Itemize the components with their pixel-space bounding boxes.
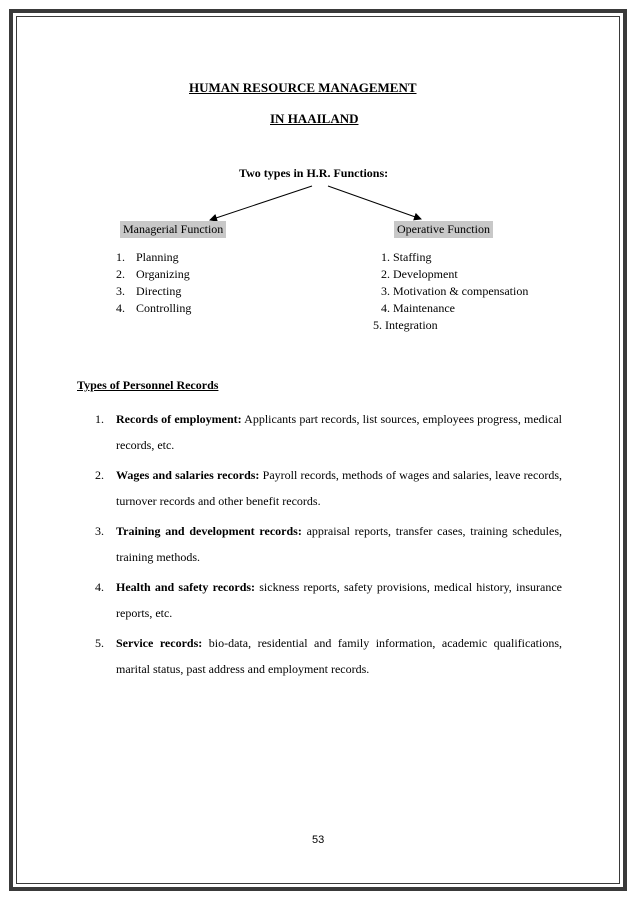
operative-item: 5. Integration bbox=[373, 318, 438, 332]
records-list bbox=[95, 406, 562, 686]
managerial-item: 4. Controlling bbox=[116, 301, 192, 315]
operative-list bbox=[373, 249, 529, 334]
document-title: HUMAN RESOURCE MANAGEMENT bbox=[189, 80, 417, 95]
arrow-to-operative bbox=[328, 186, 421, 219]
operative-function-label: Operative Function bbox=[394, 221, 493, 238]
arrow-to-managerial bbox=[210, 186, 312, 220]
record-item: 3. Training and development records: appraisal reports, transfer cases, training schedules, training methods. bbox=[95, 524, 562, 564]
records-section-title: Types of Personnel Records bbox=[77, 378, 219, 392]
functions-heading: Two types in H.R. Functions: bbox=[239, 166, 389, 180]
managerial-item: 2. Organizing bbox=[116, 267, 190, 281]
document-subtitle: IN HAAILAND bbox=[270, 111, 359, 126]
operative-item: 4. Maintenance bbox=[381, 301, 455, 315]
managerial-list bbox=[116, 249, 191, 317]
record-item: 4. Health and safety records: sickness reports, safety provisions, medical history, insurance reports, etc. bbox=[95, 580, 562, 620]
record-item: 2. Wages and salaries records: Payroll records, methods of wages and salaries, leave records, turnover records and other benefit records. bbox=[95, 468, 562, 508]
operative-item: 2. Development bbox=[381, 267, 458, 281]
managerial-item: 3. Directing bbox=[116, 284, 182, 298]
operative-item: 1. Staffing bbox=[381, 250, 432, 264]
record-item: 5. Service records: bio-data, residential and family information, academic qualifications, marital status, past address and employment records. bbox=[95, 636, 562, 676]
page-number: 53 bbox=[312, 834, 325, 846]
managerial-item: 1. Planning bbox=[116, 250, 179, 264]
managerial-function-label: Managerial Function bbox=[120, 221, 226, 238]
record-item: 1. Records of employment: Applicants part records, list sources, employees progress, medical records, etc. bbox=[95, 412, 562, 452]
operative-item: 3. Motivation & compensation bbox=[381, 284, 529, 298]
